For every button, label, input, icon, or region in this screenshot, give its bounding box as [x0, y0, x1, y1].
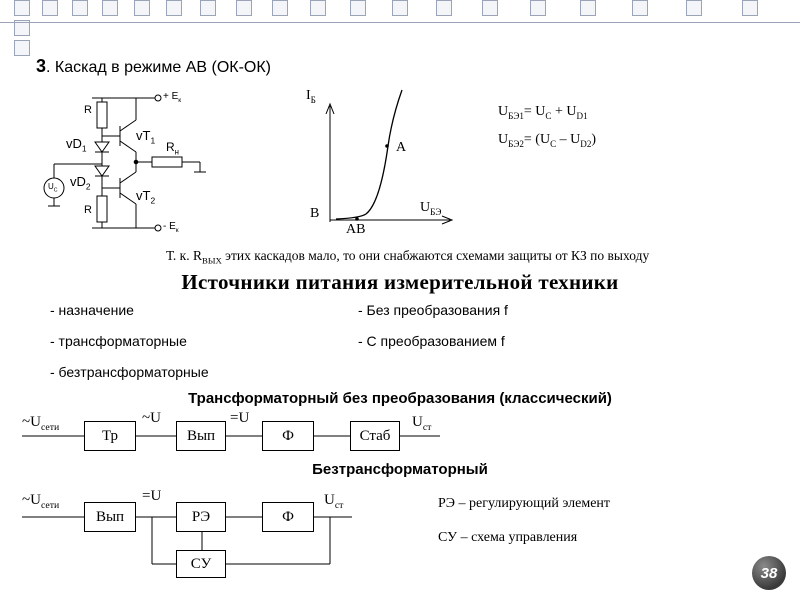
vt1-label: $vT_1$ [136, 128, 156, 146]
graph-point-a: A [396, 140, 407, 155]
rn-label: $R_н$ [166, 140, 179, 157]
vd2-label: $vD_2$ [70, 174, 91, 192]
list-item-purpose: - назначение [50, 302, 134, 318]
graph-point-ab: AB [346, 222, 366, 237]
graph-y-label: $I_Б$ [306, 88, 316, 105]
formula-ube1: $U_{БЭ1}= U_C + U_{D1}$ [498, 104, 588, 121]
diagram1-title: Трансформаторный без преобразования (классический) [188, 390, 612, 407]
page-number: 38 [760, 564, 778, 582]
block-filter-1: Ф [262, 421, 314, 451]
block-transformer: Тр [84, 421, 136, 451]
r-top-label: R [84, 104, 92, 116]
minus-ek-label: - $E_к$ [163, 221, 179, 234]
legend-regulator: РЭ – регулирующий элемент [438, 496, 611, 511]
vt2-label: $vT_2$ [136, 188, 156, 206]
list-item-transformerless: - безтрансформаторные [50, 364, 209, 380]
diagram1-ac-label: ~U [142, 410, 161, 426]
block-rectifier-1: Вып [176, 421, 226, 451]
diagram2-title: Безтрансформаторный [312, 461, 488, 478]
cascade-circuit [40, 88, 220, 238]
block-control: СУ [176, 550, 226, 578]
list-item-no-conversion: - Без преобразования f [358, 302, 508, 318]
diagram2-dc-label: =U [142, 488, 162, 504]
diagram1-input-label: $\sim U_{сети}$ [22, 414, 60, 433]
page-number-badge [752, 556, 786, 590]
plus-ek-label: + $E_к$ [163, 91, 182, 104]
block-regulator: РЭ [176, 502, 226, 532]
block-rectifier-2: Вып [84, 502, 136, 532]
section-title: Источники питания измерительной техники [181, 270, 619, 294]
slide-title [36, 56, 271, 77]
list-item-with-conversion: - С преобразованием f [358, 333, 505, 349]
list-item-transformer: - трансформаторные [50, 333, 187, 349]
title-text: . Каскад в режиме АВ (ОК-ОК) [46, 59, 272, 76]
protection-note: Т. к. $R_{ВЫХ}$ этих каскадов мало, то они снабжаются схемами защиты от КЗ по выходу [166, 248, 650, 266]
uc-label: $U_C$ [48, 182, 58, 194]
diagram2-input-label: $\sim U_{сети}$ [22, 492, 60, 511]
vd1-label: $vD_1$ [66, 136, 87, 154]
diagram2-output-label: $U_{ст}$ [324, 492, 344, 511]
legend-control: СУ – схема управления [438, 530, 578, 545]
diagram2-connections [0, 480, 800, 590]
title-number: 3 [36, 56, 47, 76]
block-filter-2: Ф [262, 502, 314, 532]
r-bottom-label: R [84, 204, 92, 216]
graph-x-label: $U_{БЭ}$ [420, 200, 442, 217]
graph-point-b: B [310, 206, 320, 221]
diagram1-dc-label: =U [230, 410, 250, 426]
block-stabilizer: Стаб [350, 421, 400, 451]
diagram1-output-label: $U_{ст}$ [412, 414, 432, 433]
formula-ube2: $U_{БЭ2}= (U_C - U_{D2})$ [498, 132, 597, 149]
